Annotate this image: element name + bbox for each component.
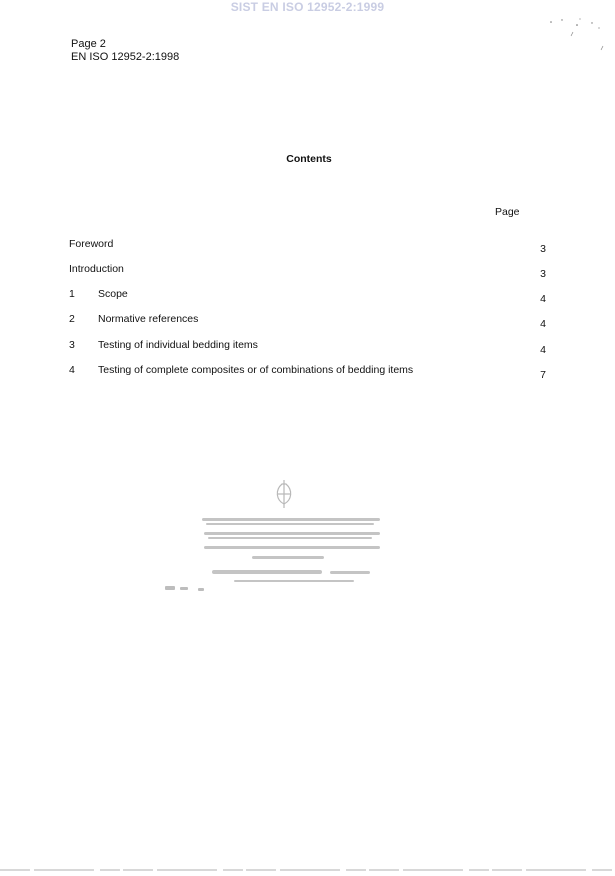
watermark: SIST EN ISO 12952-2:1999 (230, 0, 385, 14)
toc-entry-page: 3 (540, 268, 546, 280)
toc-entry-title: Testing of complete composites or of combinations of bedding items (98, 364, 414, 376)
toc-entry-normative-references (69, 313, 546, 330)
toc-entry-title: Normative references (98, 313, 199, 325)
toc-entry-title: Foreword (69, 238, 114, 250)
toc-entry-title: Testing of individual bedding items (98, 339, 258, 351)
stamp-specks (165, 586, 204, 591)
toc-entry-number: 4 (69, 364, 75, 376)
toc-entry-scope (69, 288, 546, 305)
scan-specks (547, 14, 607, 64)
page-column-heading: Page (495, 206, 520, 218)
toc-entry-testing-composites (69, 364, 546, 381)
toc-entry-title: Scope (98, 288, 128, 300)
toc-entry-foreword (69, 238, 546, 255)
stamp-lines (202, 518, 380, 582)
page-label: Page 2 (71, 38, 106, 50)
toc-entry-number: 1 (69, 288, 75, 300)
toc-entry-page: 4 (540, 293, 546, 305)
toc-entry-number: 2 (69, 313, 75, 325)
contents-title: Contents (286, 153, 332, 165)
toc-entry-title: Introduction (69, 263, 124, 275)
bottom-border-artifact (0, 868, 615, 874)
page-reference (71, 38, 179, 64)
toc-entry-number: 3 (69, 339, 75, 351)
toc-entry-page: 7 (540, 369, 546, 381)
toc-entry-page: 3 (540, 243, 546, 255)
toc-entry-page: 4 (540, 318, 546, 330)
stamp-emblem (277, 480, 290, 508)
faded-stamp (160, 476, 390, 606)
toc-entry-testing-individual (69, 339, 546, 356)
toc-entry-page: 4 (540, 344, 546, 356)
toc-entry-introduction (69, 263, 546, 280)
standard-number: EN ISO 12952-2:1998 (71, 51, 180, 63)
